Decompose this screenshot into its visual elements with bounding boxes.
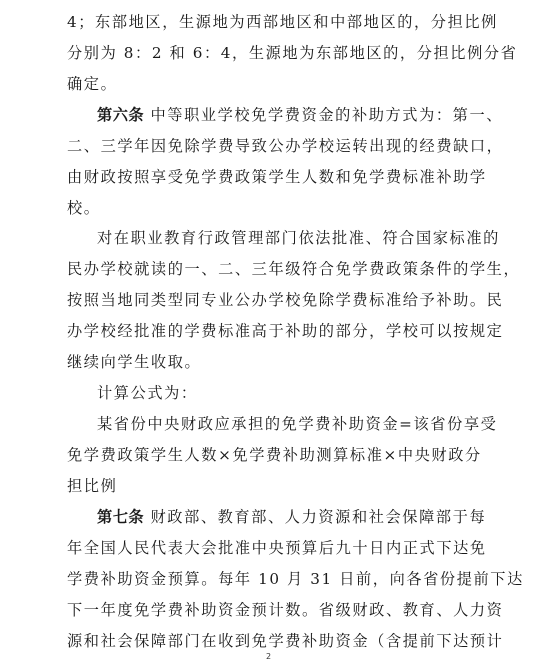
text-span: 由财政按照享受免学费政策学生人数和免学费标准补助学 (67, 168, 487, 186)
article-6-heading-line (0, 105, 537, 125)
text-line (0, 600, 537, 620)
formula-line (0, 476, 537, 496)
text-span: 民办学校就读的一、二、三年级符合免学费政策条件的学生， (67, 260, 521, 278)
text-line (0, 352, 537, 372)
text-span: 学费补助资金预算。每年 10 月 31 日前，向各省份提前下达 (67, 570, 524, 588)
text-span: 免学费政策学生人数×免学费补助测算标准×中央财政分 (67, 446, 482, 464)
text-line (0, 290, 537, 310)
text-span: 4；东部地区，生源地为西部地区和中部地区的，分担比例 (67, 13, 498, 31)
text-line (0, 167, 537, 187)
text-line (0, 12, 537, 32)
text-span: 按照当地同类型同专业公办学校免除学费标准给予补助。民 (67, 291, 504, 309)
article-7-heading-line (0, 507, 537, 527)
text-span: 年全国人民代表大会批准中央预算后九十日内正式下达免 (67, 539, 487, 557)
text-span: 办学校经批准的学费标准高于补助的部分，学校可以按规定 (67, 322, 504, 340)
page-number: 2 (265, 652, 272, 661)
text-span: 二、三学年因免除学费导致公办学校运转出现的经费缺口， (67, 137, 504, 155)
text-span: 继续向学生收取。 (67, 353, 202, 371)
text-span: 确定。 (67, 75, 118, 93)
text-line (0, 136, 537, 156)
text-line (0, 321, 537, 341)
text-span: 担比例 (67, 477, 118, 495)
formula-line (0, 445, 537, 465)
text-span: 源和社会保障部门在收到免学费补助资金（含提前下达预计 (67, 632, 504, 650)
text-span: 某省份中央财政应承担的免学费补助资金=该省份享受 (97, 415, 498, 433)
text-line (0, 538, 537, 558)
text-line (0, 631, 537, 651)
formula-line (0, 414, 537, 434)
text-span: 中等职业学校免学费资金的补助方式为：第一、 (144, 106, 504, 124)
text-span: 对在职业教育行政管理部门依法批准、符合国家标准的 (97, 229, 500, 247)
article-heading: 第六条 (97, 106, 145, 124)
text-span: 校。 (67, 199, 101, 217)
text-line (0, 383, 537, 403)
text-line (0, 198, 537, 218)
text-line (0, 259, 537, 279)
text-line (0, 43, 537, 63)
text-span: 分别为 8：2 和 6：4，生源地为东部地区的，分担比例分省 (67, 44, 518, 62)
text-span: 财政部、教育部、人力资源和社会保障部于每 (144, 508, 487, 526)
text-span: 计算公式为： (97, 384, 198, 402)
text-line (0, 569, 537, 589)
text-span: 下一年度免学费补助资金预计数。省级财政、教育、人力资 (67, 601, 504, 619)
article-heading: 第七条 (97, 508, 145, 526)
text-line (0, 74, 537, 94)
text-line (0, 228, 537, 248)
